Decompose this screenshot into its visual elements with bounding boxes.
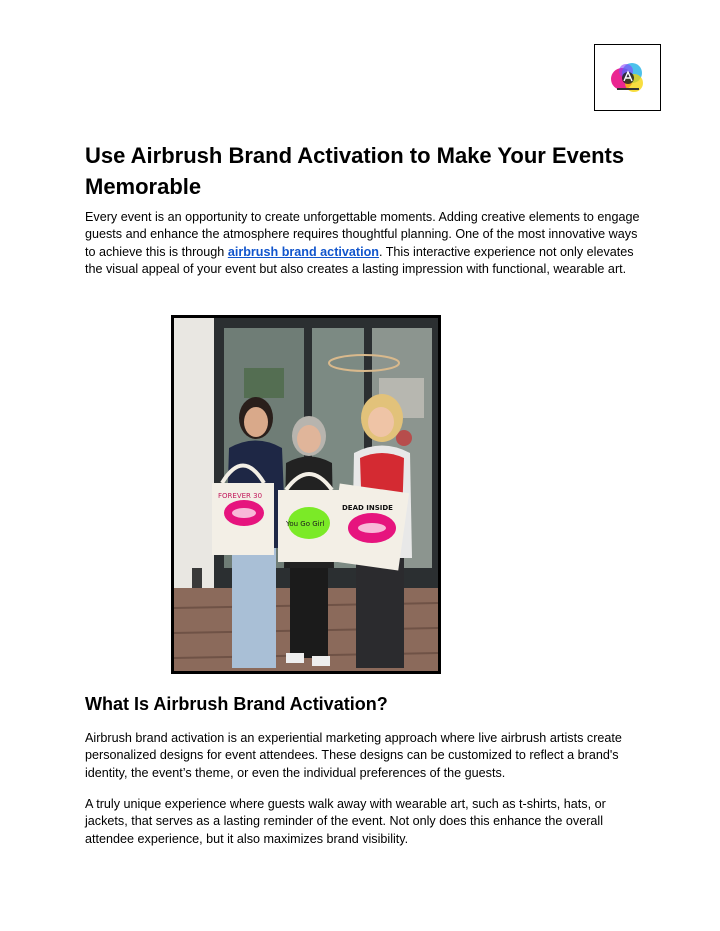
three-women-with-tote-bags-image (174, 318, 438, 671)
airbrush-brand-activation-link[interactable]: airbrush brand activation (227, 244, 379, 259)
event-photo (171, 315, 441, 674)
bag-text-forever: FOREVER 30 (218, 492, 263, 500)
airbrush-brand-logo-icon (605, 55, 651, 101)
bag-text-you-go-girl: You Go Girl (286, 520, 325, 528)
brand-logo[interactable] (594, 44, 661, 111)
bag-text-dead-inside: DEAD INSIDE (342, 504, 393, 512)
intro-paragraph (85, 209, 640, 278)
definition-paragraph: Airbrush brand activation is an experiential marketing approach where live airbrush artists create personalized designs for event attendees. These designs can be customized to reflect a brand's identity, the event’s theme, or even the individual preferences of the guests. (85, 731, 622, 780)
section-heading: What Is Airbrush Brand Activation? (85, 694, 388, 714)
intro-text-end: . This interactive experience not only elevates the visual appeal of your event but also creates a lasting impression with functional, wearable art. (85, 244, 634, 276)
intro-text-start: Every event is an opportunity to create unforgettable moments. Adding creative elements to engage guests and enhance the atmosphere requires thoughtful planning. One of the most innovative ways to achieve this is through (85, 210, 640, 259)
experience-paragraph: A truly unique experience where guests walk away with wearable art, such as t-shirts, hats, or jackets, that serves as a lasting reminder of the event. Not only does this enhance the overall attendee experience, but it also maximizes brand visibility. (85, 797, 606, 846)
page-title: Use Airbrush Brand Activation to Make Your Events Memorable (85, 143, 625, 199)
